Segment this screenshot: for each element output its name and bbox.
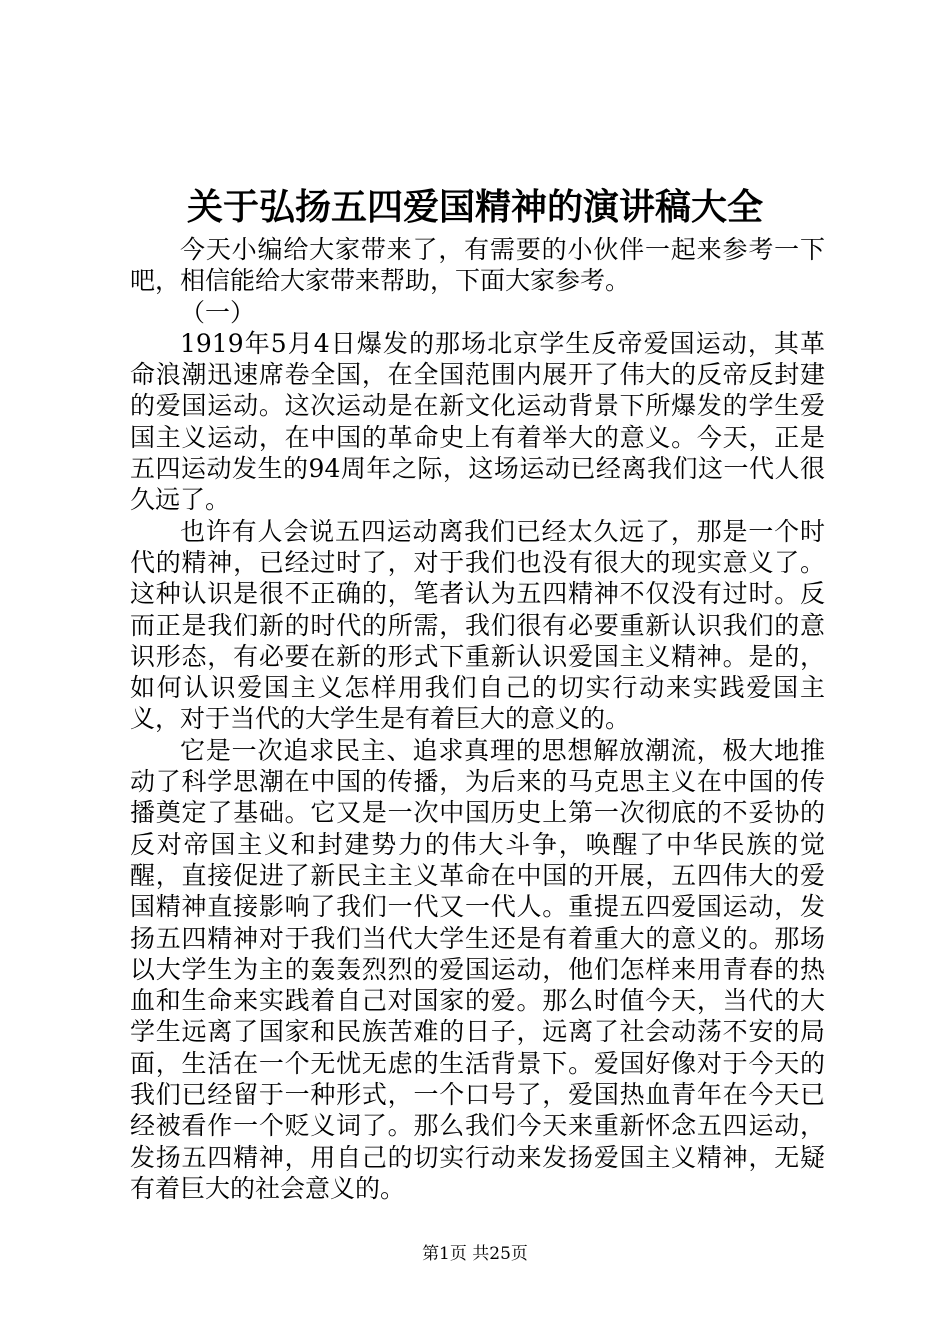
body-paragraph-2: 也许有人会说五四运动离我们已经太久远了，那是一个时代的精神，已经过时了，对于我们也没有很大的现实意义了。这种认识是很不正确的，笔者认为五四精神不仅没有过时。反而正是我们新的时代的所需，我们很有必要重新认识我们的意识形态，有必要在新的形式下重新认识爱国主义精神。是的，如何认识爱国主义怎样用我们自己的切实行动来实践爱国主义，对于当代的大学生是有着巨大的意义的。 (130, 516, 825, 734)
section-heading: （一） (180, 297, 256, 327)
document-title: 关于弘扬五四爱国精神的演讲稿大全 (186, 186, 763, 228)
body-paragraph-1: 1919年5月4日爆发的那场北京学生反帝爱国运动，其革命浪潮迅速席卷全国，在全国范围内展开了伟大的反帝反封建的爱国运动。这次运动是在新文化运动背景下所爆发的学生爱国主义运动，在中国的革命史上有着举大的意义。今天，正是五四运动发生的94周年之际，这场运动已经离我们这一代人很久远了。 (130, 328, 825, 515)
document-body (130, 234, 825, 1204)
page-footer: 第1页 共25页 (422, 1244, 528, 1264)
intro-paragraph: 今天小编给大家带来了，有需要的小伙伴一起来参考一下吧，相信能给大家带来帮助，下面大家参考。 (130, 235, 825, 296)
body-paragraph-3: 它是一次追求民主、追求真理的思想解放潮流，极大地推动了科学思潮在中国的传播，为后来的马克思主义在中国的传播奠定了基础。它又是一次中国历史上第一次彻底的不妥协的反对帝国主义和封建势力的伟大斗争，唤醒了中华民族的觉醒，直接促进了新民主主义革命在中国的开展，五四伟大的爱国精神直接影响了我们一代又一代人。重提五四爱国运动，发扬五四精神对于我们当代大学生还是有着重大的意义的。那场以大学生为主的轰轰烈烈的爱国运动，他们怎样来用青春的热血和生命来实践着自己对国家的爱。那么时值今天，当代的大学生远离了国家和民族苦难的日子，远离了社会动荡不安的局面，生活在一个无忧无虑的生活背景下。爱国好像对于今天的我们已经留于一种形式，一个口号了，爱国热血青年在今天已经被看作一个贬义词了。那么我们今天来重新怀念五四运动，发扬五四精神，用自己的切实行动来发扬爱国主义精神，无疑有着巨大的社会意义的。 (130, 735, 825, 1203)
